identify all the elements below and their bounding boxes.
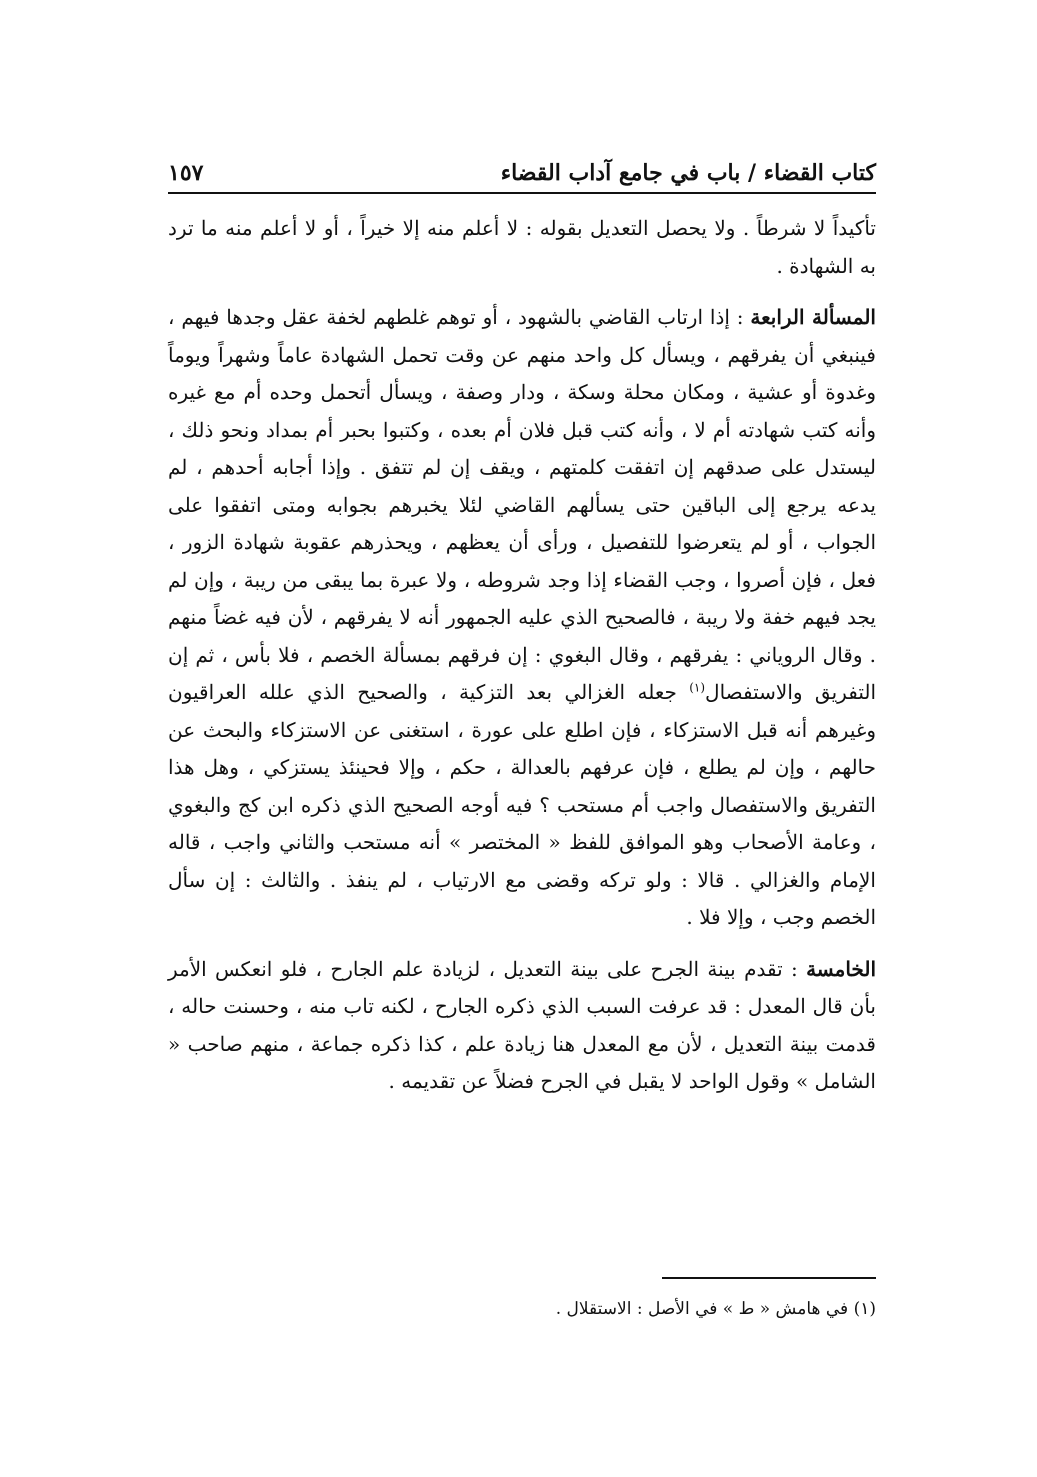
running-header [168, 150, 876, 194]
footnote-reference: (١) [689, 680, 706, 695]
footnote-text: (١) في هامش « ط » في الأصل : الاستقلال . [555, 1299, 876, 1319]
page-number: ١٥٧ [168, 160, 204, 186]
paragraph-1-text: تأكيداً لا شرطاً . ولا يحصل التعديل بقوله : لا أعلم منه إلا خيراً ، أو لا أعلم منه ما ترد به الشهادة . [168, 216, 876, 278]
paragraph-2 [168, 299, 876, 937]
paragraph-2-text-after-ref: جعله الغزالي بعد التزكية ، والصحيح الذي علله العراقيون وغيرهم أنه قبل الاستزكاء ، فإن اطلع على عورة ، استغنى عن الاستزكاء والبحث عن حالهم ، وإن لم يطلع ، فإن عرفهم بالعدالة ، حكم ، وإلا فحينئذ يستزكي ، وهل هذا التفريق والاستفصال واجب أم مستحب ؟ فيه أوجه الصحيح الذي ذكره ابن كج والبغوي ، وعامة الأصحاب وهو الموافق للفظ « المختصر » أنه مستحب والثاني واجب ، قاله الإمام والغزالي . قالا : ولو تركه وقضى مع الارتياب ، لم ينفذ . والثالث : إن سأل الخصم وجب ، وإلا فلا . [168, 680, 876, 929]
main-text [168, 210, 876, 1101]
paragraph-2-lead: المسألة الرابعة [750, 305, 876, 329]
paragraph-3-text: : تقدم بينة الجرح على بينة التعديل ، لزيادة علم الجارح ، فلو انعكس الأمر بأن قال المعدل : قد عرفت السبب الذي ذكره الجارح ، لكنه تاب منه ، وحسنت حاله ، قدمت بينة التعديل ، لأن مع المعدل هنا زيادة علم ، كذا ذكره جماعة ، منهم صاحب « الشامل » وقول الواحد لا يقبل في الجرح فضلاً عن تقديمه . [168, 956, 876, 1093]
paragraph-1 [168, 210, 876, 285]
header-title: كتاب القضاء / باب في جامع آداب القضاء [500, 160, 876, 186]
footnote-divider [662, 1277, 876, 1279]
paragraph-3-lead: الخامسة [806, 956, 876, 981]
paragraph-3 [168, 951, 876, 1101]
paragraph-2-text-before-ref: : إذا ارتاب القاضي بالشهود ، أو توهم غلطهم لخفة عقل وجدها فيهم ، فينبغي أن يفرقهم ، ويسأل كل واحد منهم عن وقت تحمل الشهادة عاماً وشهراً ويوماً وغدوة أو عشية ، ومكان محلة وسكة ، ودار وصفة ، ويسأل أتحمل وحده أم مع غيره وأنه كتب شهادته أم لا ، وأنه كتب قبل فلان أم بعده ، وكتبوا بحبر أم بمداد ونحو ذلك ، ليستدل على صدقهم إن اتفقت كلمتهم ، ويقف إن لم تتفق . وإذا أجابه أحدهم ، لم يدعه يرجع إلى الباقين حتى يسألهم القاضي لئلا يخبرهم بجوابه ومتى اتفقوا على الجواب ، أو لم يتعرضوا للتفصيل ، ورأى أن يعظهم ، ويحذرهم عقوبة شهادة الزور ، فعل ، فإن أصروا ، وجب القضاء إذا وجد شروطه ، ولا عبرة بما يبقى من ريبة ، وإن لم يجد فيهم خفة ولا ريبة ، فالصحيح الذي عليه الجمهور أنه لا يفرقهم ، لأن فيه غضاً منهم . وقال الروياني : يفرقهم ، وقال البغوي : إن فرقهم بمسألة الخصم ، فلا بأس ، ثم إن التفريق والاستفصال [168, 305, 876, 704]
footnote [168, 1296, 876, 1322]
